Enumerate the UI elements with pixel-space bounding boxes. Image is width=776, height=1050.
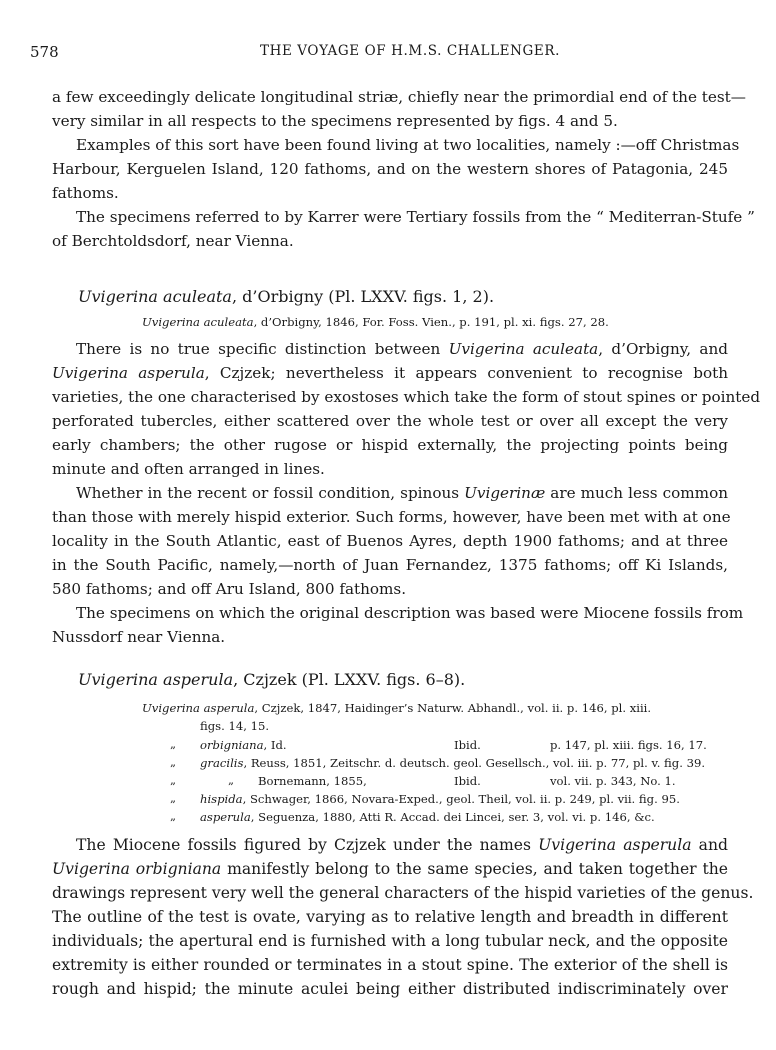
body-line: of Berchtoldsdorf, near Vienna.	[52, 232, 294, 250]
body-line: The specimens referred to by Karrer were Tertiary fossils from the “ Mediterran-Stufe ”	[76, 208, 755, 226]
body-line: very similar in all respects to the specimens represented by figs. 4 and 5.	[52, 112, 618, 130]
body-line: extremity is either rounded or terminates in a stout spine. The exterior of the shell is	[52, 956, 728, 974]
body-line: perforated tubercles, either scattered over the whole test or over all except the very	[52, 412, 728, 430]
ditto-mark: „	[170, 755, 177, 769]
text-run: Whether in the recent or fossil condition, spinous	[76, 484, 460, 502]
synonym-line	[200, 737, 287, 753]
taxon-name: Uvigerina asperula	[538, 836, 692, 854]
body-line: 580 fathoms; and off Aru Island, 800 fathoms.	[52, 580, 407, 598]
body-line: than those with merely hispid exterior. Such forms, however, have been met with at one	[52, 508, 731, 526]
ditto-mark: „	[170, 809, 177, 823]
ditto-mark: „	[170, 773, 177, 787]
synonym-line	[200, 791, 680, 807]
synonym-author: Bornemann, 1855,	[258, 774, 367, 788]
body-line: a few exceedingly delicate longitudinal striæ, chiefly near the primordial end of the test—	[52, 88, 746, 106]
synonym-line: figs. 14, 15.	[200, 719, 270, 733]
synonym-name: Uvigerina aculeata	[142, 315, 254, 329]
page-number: 578	[30, 43, 59, 61]
synonym-line	[142, 700, 651, 716]
body-line: The specimens on which the original description was based were Miocene fossils from	[76, 604, 744, 622]
synonym-page: p. 147, pl. xiii. figs. 16, 17.	[550, 738, 707, 752]
body-line: rough and hispid; the minute aculei being either distributed indiscriminately over	[52, 980, 728, 998]
synonym-page: vol. vii. p. 343, No. 1.	[550, 774, 676, 788]
species-authority: , Czjzek (Pl. LXXV. figs. 6–8).	[233, 670, 466, 689]
synonym-name: asperula	[200, 810, 251, 824]
body-line: minute and often arranged in lines.	[52, 460, 325, 478]
body-line: Examples of this sort have been found living at two localities, namely :—off Christmas	[76, 136, 740, 154]
text-run: There is no true specific distinction between	[76, 340, 441, 358]
taxon-name: Uvigerinæ	[464, 484, 546, 502]
species-name: Uvigerina asperula	[78, 670, 234, 689]
body-line: varieties, the one characterised by exostoses which take the form of stout spines or pointed	[52, 388, 761, 406]
species-heading	[78, 287, 494, 306]
body-line: fathoms.	[52, 184, 119, 202]
synonym-ref: , d’Orbigny, 1846, For. Foss. Vien., p. 191, pl. xi. figs. 27, 28.	[253, 315, 609, 329]
text-run: The Miocene fossils figured by Czjzek under the names	[76, 836, 531, 854]
body-line: locality in the South Atlantic, east of Buenos Ayres, depth 1900 fathoms; and at three	[52, 532, 728, 550]
synonym-author: , Id.	[263, 738, 287, 752]
text-run: , d’Orbigny, and	[598, 340, 728, 358]
body-line	[76, 834, 728, 856]
synonym-name: gracilis	[200, 756, 244, 770]
body-line	[76, 482, 728, 504]
synonym-ibid: Ibid.	[454, 738, 481, 752]
synonym-ref: , Czjzek, 1847, Haidinger’s Naturw. Abhandl., vol. ii. p. 146, pl. xiii.	[254, 701, 652, 715]
running-title: THE VOYAGE OF H.M.S. CHALLENGER.	[259, 43, 561, 59]
synonym-ref: , Reuss, 1851, Zeitschr. d. deutsch. geol. Gesellsch., vol. iii. p. 77, pl. v. fig. 39.	[243, 756, 706, 770]
body-line: Nussdorf near Vienna.	[52, 628, 226, 646]
species-name: Uvigerina aculeata	[78, 287, 232, 306]
body-line	[52, 362, 728, 384]
synonym-ref: , Seguenza, 1880, Atti R. Accad. dei Lincei, ser. 3, vol. vi. p. 146, &c.	[250, 810, 655, 824]
body-line	[76, 338, 728, 360]
synonym-name: orbigniana	[200, 738, 264, 752]
synonym-line	[200, 809, 655, 825]
species-heading	[78, 670, 465, 689]
text-run: , Czjzek; nevertheless it appears convenient to recognise both	[204, 364, 728, 382]
text-run: are much less common	[550, 484, 728, 502]
text-run: and	[698, 836, 728, 854]
ditto-mark: „	[170, 737, 177, 751]
body-line	[52, 858, 728, 880]
text-run: manifestly belong to the same species, and taken together the	[227, 860, 728, 878]
ditto-mark: „	[228, 773, 235, 787]
synonym-name: Uvigerina asperula	[142, 701, 255, 715]
synonym-ref: , Schwager, 1866, Novara-Exped., geol. Theil, vol. ii. p. 249, pl. vii. fig. 95.	[242, 792, 680, 806]
taxon-name: Uvigerina aculeata	[448, 340, 599, 358]
body-line: Harbour, Kerguelen Island, 120 fathoms, and on the western shores of Patagonia, 245	[52, 160, 728, 178]
species-authority: , d’Orbigny (Pl. LXXV. figs. 1, 2).	[231, 287, 495, 306]
synonym-line	[200, 755, 705, 771]
synonym-ibid: Ibid.	[454, 774, 481, 788]
body-line: The outline of the test is ovate, varying as to relative length and breadth in different	[52, 908, 728, 926]
taxon-name: Uvigerina orbigniana	[52, 860, 222, 878]
taxon-name: Uvigerina asperula	[52, 364, 205, 382]
body-line: drawings represent very well the general characters of the hispid varieties of the genus.	[52, 884, 754, 902]
synonym-name: hispida	[200, 792, 243, 806]
body-line: in the South Pacific, namely,—north of Juan Fernandez, 1375 fathoms; off Ki Islands,	[52, 556, 728, 574]
body-line: early chambers; the other rugose or hispid externally, the projecting points being	[52, 436, 728, 454]
ditto-mark: „	[170, 791, 177, 805]
synonym-line	[142, 314, 609, 330]
body-line: individuals; the apertural end is furnished with a long tubular neck, and the opposite	[52, 932, 728, 950]
